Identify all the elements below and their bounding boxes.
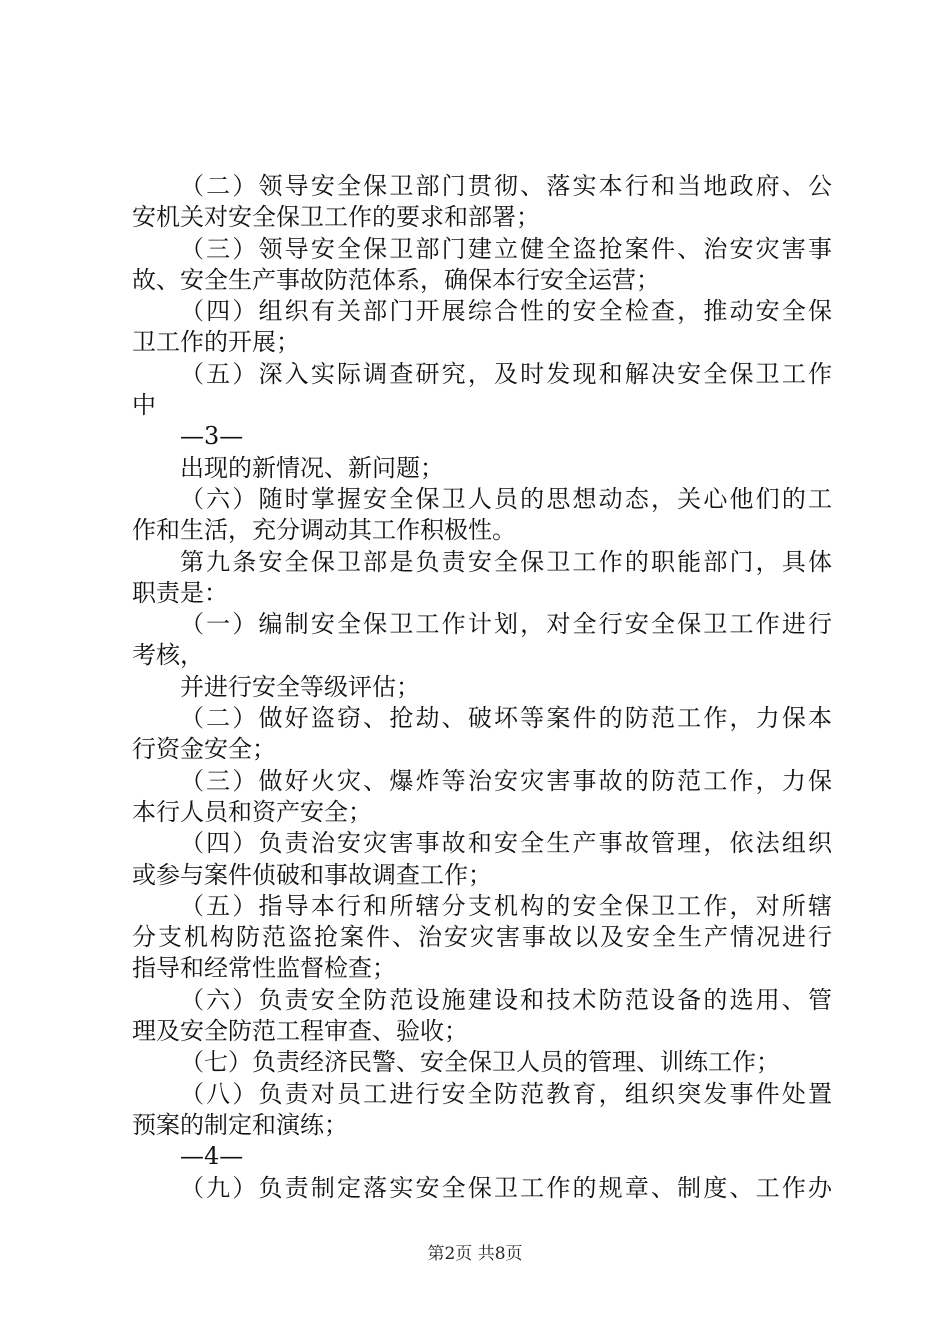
text-line: 作和生活，充分调动其工作积极性。 <box>132 516 516 545</box>
text-line: （一）编制安全保卫工作计划，对全行安全保卫工作进行 <box>180 610 832 639</box>
text-line: （六）随时掌握安全保卫人员的思想动态，关心他们的工 <box>180 484 832 513</box>
text-line: （六）负责安全防范设施建设和技术防范设备的选用、管 <box>180 985 832 1014</box>
text-line: 故、安全生产事故防范体系，确保本行安全运营； <box>132 265 660 294</box>
text-line: 并进行安全等级评估； <box>180 672 420 701</box>
text-line: （九）负责制定落实安全保卫工作的规章、制度、工作办 <box>180 1173 832 1202</box>
text-line: 行资金安全； <box>132 735 276 764</box>
text-line: 预案的制定和演练； <box>132 1110 348 1139</box>
text-line: （二）领导安全保卫部门贯彻、落实本行和当地政府、公 <box>180 172 832 200</box>
body-text <box>132 171 832 1204</box>
text-line: （五）指导本行和所辖分支机构的安全保卫工作，对所辖 <box>180 891 832 920</box>
text-line: （四）负责治安灾害事故和安全生产事故管理，依法组织 <box>180 829 832 858</box>
text-line: （五）深入实际调查研究，及时发现和解决安全保卫工作 <box>180 359 832 388</box>
text-line: 职责是： <box>132 578 228 607</box>
text-line: 理及安全防范工程审查、验收； <box>132 1017 468 1046</box>
text-line: 出现的新情况、新问题； <box>180 453 444 482</box>
text-line: 指导和经常性监督检查； <box>132 954 396 983</box>
text-line: 或参与案件侦破和事故调查工作； <box>132 860 492 889</box>
text-line: —4— <box>180 1142 244 1171</box>
text-line: （八）负责对员工进行安全防范教育，组织突发事件处置 <box>180 1079 832 1108</box>
text-line: 中 <box>132 391 156 420</box>
text-line: —3— <box>180 422 244 451</box>
text-line: （七）负责经济民警、安全保卫人员的管理、训练工作； <box>180 1048 780 1077</box>
text-line: 本行人员和资产安全； <box>132 797 372 826</box>
text-line: （四）组织有关部门开展综合性的安全检查，推动安全保 <box>180 297 832 326</box>
text-line: （二）做好盗窃、抢劫、破坏等案件的防范工作，力保本 <box>180 704 832 733</box>
text-line: （三）领导安全保卫部门建立健全盗抢案件、治安灾害事 <box>180 234 832 263</box>
page-footer: 第2页 共8页 <box>427 1244 523 1264</box>
text-line: 分支机构防范盗抢案件、治安灾害事故以及安全生产情况进行 <box>132 923 832 952</box>
text-line: （三）做好火灾、爆炸等治安灾害事故的防范工作，力保 <box>180 766 832 795</box>
text-line: 安机关对安全保卫工作的要求和部署； <box>132 203 540 232</box>
text-line: 考核， <box>132 641 204 670</box>
text-line: 第九条安全保卫部是负责安全保卫工作的职能部门，具体 <box>180 547 832 576</box>
text-line: 卫工作的开展； <box>132 328 300 357</box>
